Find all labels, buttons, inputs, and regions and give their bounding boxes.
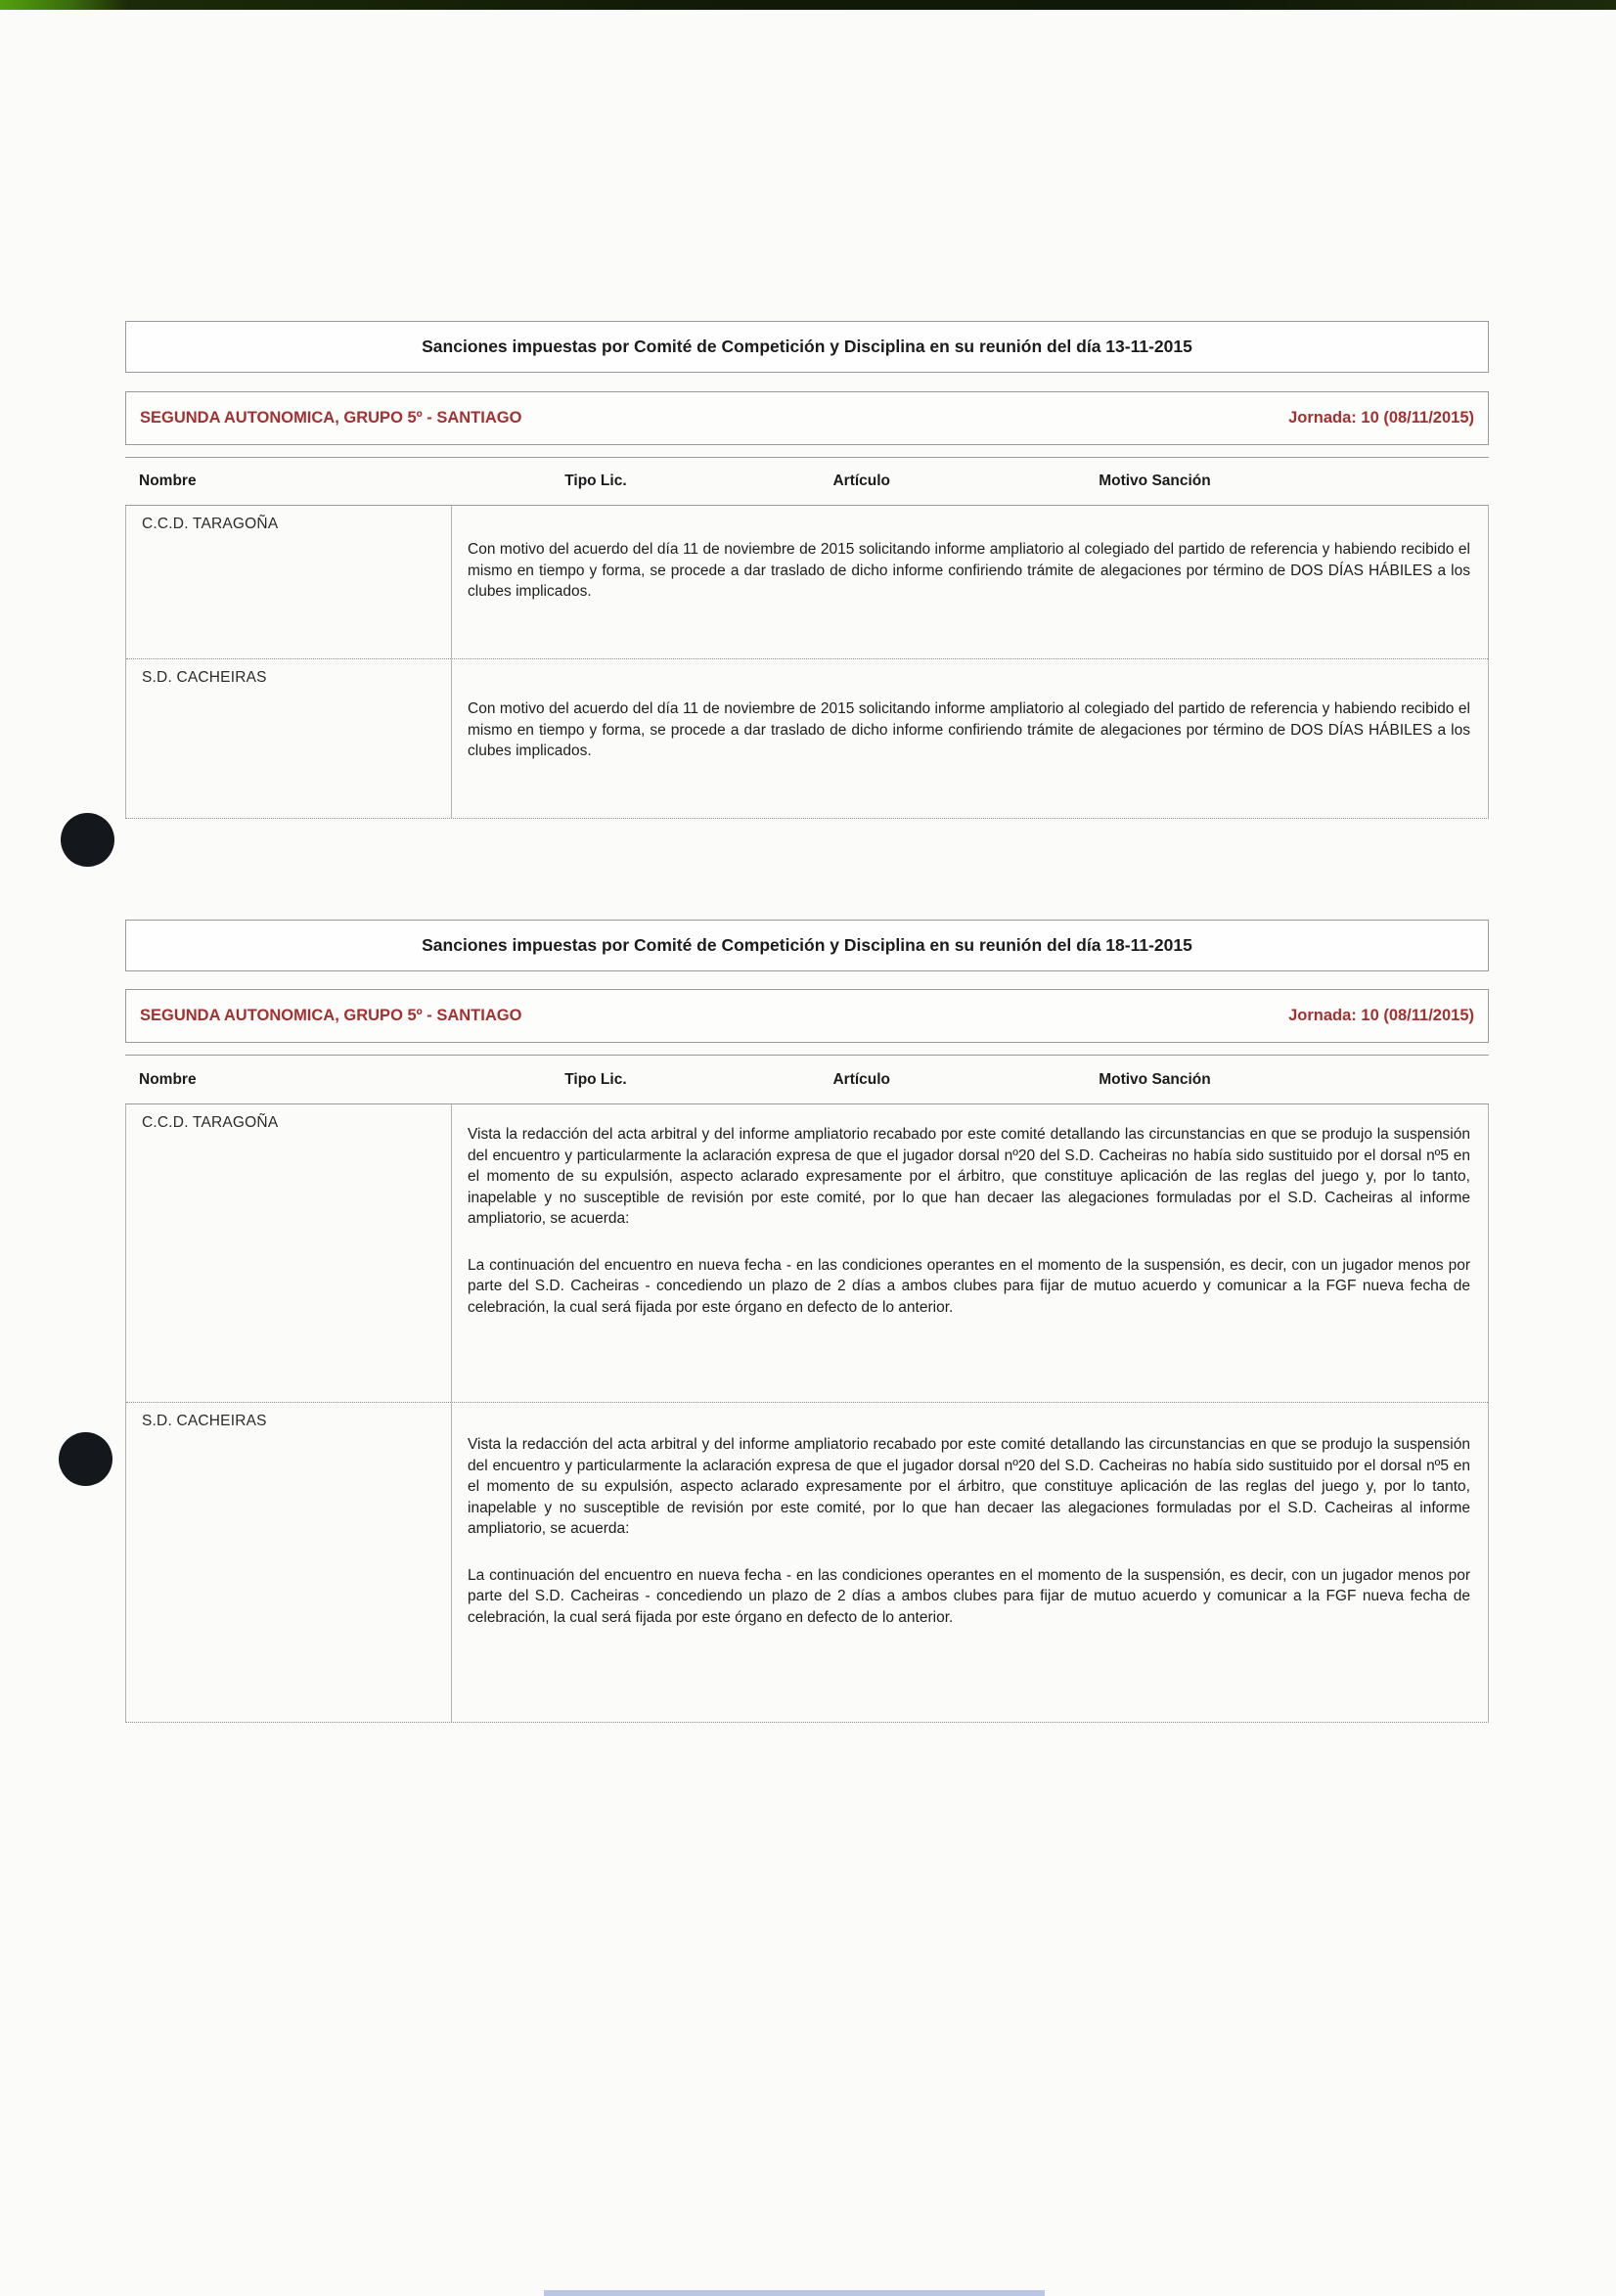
sanction-text-cell	[452, 506, 1488, 658]
table-body	[125, 506, 1489, 819]
table-body	[125, 1104, 1489, 1723]
sanction-paragraph: Vista la redacción del acta arbitral y del informe ampliatorio recabado por este comité detallando las circunstancias en que se produjo la suspensión del encuentro y particularmente la aclaración expresa de que el jugador dorsal nº20 del S.D. Cacheiras no había sido sustituido por el dorsal nº5 en el momento de su expulsión, aspecto aclarado expresamente por el árbitro, que constituye aplicación de las reglas del juego y, por lo tanto, inapelable y no susceptible de revisión por este comité, por lo que han decaer las alegaciones formuladas por el S.D. Cacheiras al informe ampliatorio, se acuerda:	[468, 1436, 1470, 1537]
table-header-row	[125, 1055, 1489, 1104]
hole-punch-dot	[59, 1432, 112, 1486]
column-header-tipo-lic: Tipo Lic.	[564, 1070, 627, 1088]
column-header-nombre: Nombre	[139, 473, 197, 489]
league-header	[125, 989, 1489, 1043]
sanction-text-cell	[452, 1104, 1488, 1402]
sanctions-section-18-11-2015	[125, 920, 1489, 1723]
column-header-articulo: Artículo	[832, 473, 891, 489]
club-name-cell: C.C.D. TARAGOÑA	[126, 506, 452, 658]
competition-label: SEGUNDA AUTONOMICA, GRUPO 5º - SANTIAGO	[140, 1007, 522, 1024]
sanction-text-cell	[452, 659, 1488, 818]
club-name-cell: C.C.D. TARAGOÑA	[126, 1104, 452, 1402]
sanctions-table	[125, 457, 1489, 819]
section-title-text: Sanciones impuestas por Comité de Competición y Disciplina en su reunión del día 13-11-2015	[422, 337, 1192, 356]
sanction-paragraph: La continuación del encuentro en nueva fecha - en las condiciones operantes en el momento de la suspensión, es decir, con un jugador menos por parte del S.D. Cacheiras - concediendo un plazo de 2 días a ambos clubes para fijar de mutuo acuerdo y comunicar a la FGF nueva fecha de celebración, la cual será fijada por este órgano en defecto de lo anterior.	[468, 1566, 1470, 1626]
table-header-row	[125, 457, 1489, 506]
scanner-bottom-strip	[544, 2290, 1045, 2296]
club-name-cell: S.D. CACHEIRAS	[126, 659, 452, 818]
table-row	[126, 1104, 1488, 1403]
section-title-text: Sanciones impuestas por Comité de Competición y Disciplina en su reunión del día 18-11-2015	[422, 935, 1192, 955]
column-header-motivo-sancion: Motivo Sanción	[1099, 1070, 1211, 1088]
column-header-articulo: Artículo	[832, 1070, 891, 1088]
table-row	[126, 659, 1488, 818]
club-name-cell: S.D. CACHEIRAS	[126, 1403, 452, 1722]
sanction-paragraph: Vista la redacción del acta arbitral y del informe ampliatorio recabado por este comité detallando las circunstancias en que se produjo la suspensión del encuentro y particularmente la aclaración expresa de que el jugador dorsal nº20 del S.D. Cacheiras no había sido sustituido por el dorsal nº5 en el momento de su expulsión, aspecto aclarado expresamente por el árbitro, que constituye aplicación de las reglas del juego y, por lo tanto, inapelable y no susceptible de revisión por este comité, por lo que han decaer las alegaciones formuladas por el S.D. Cacheiras al informe ampliatorio, se acuerda:	[468, 1126, 1470, 1227]
hole-punch-dot	[61, 813, 114, 867]
league-header	[125, 391, 1489, 445]
sanction-paragraph: Con motivo del acuerdo del día 11 de noviembre de 2015 solicitando informe ampliatorio al colegiado del partido de referencia y habiendo recibido el mismo en tiempo y forma, se procede a dar traslado de dicho informe confiriendo trámite de alegaciones por término de DOS DÍAS HÁBILES a los clubes implicados.	[468, 541, 1470, 600]
section-title	[125, 920, 1489, 971]
jornada-label: Jornada: 10 (08/11/2015)	[1288, 1007, 1474, 1024]
column-header-tipo-lic: Tipo Lic.	[564, 473, 627, 489]
sanction-text-cell	[452, 1403, 1488, 1722]
sanction-paragraph: Con motivo del acuerdo del día 11 de noviembre de 2015 solicitando informe ampliatorio al colegiado del partido de referencia y habiendo recibido el mismo en tiempo y forma, se procede a dar traslado de dicho informe confiriendo trámite de alegaciones por término de DOS DÍAS HÁBILES a los clubes implicados.	[468, 700, 1470, 759]
sanctions-section-13-11-2015	[125, 321, 1489, 819]
column-header-motivo-sancion: Motivo Sanción	[1099, 473, 1211, 489]
jornada-label: Jornada: 10 (08/11/2015)	[1288, 409, 1474, 427]
section-title	[125, 321, 1489, 373]
scanner-top-strip	[0, 0, 1616, 10]
competition-label: SEGUNDA AUTONOMICA, GRUPO 5º - SANTIAGO	[140, 409, 522, 427]
sanction-paragraph: La continuación del encuentro en nueva fecha - en las condiciones operantes en el momento de la suspensión, es decir, con un jugador menos por parte del S.D. Cacheiras - concediendo un plazo de 2 días a ambos clubes para fijar de mutuo acuerdo y comunicar a la FGF nueva fecha de celebración, la cual será fijada por este órgano en defecto de lo anterior.	[468, 1256, 1470, 1316]
sanctions-table	[125, 1055, 1489, 1723]
table-row	[126, 506, 1488, 659]
table-row	[126, 1403, 1488, 1722]
column-header-nombre: Nombre	[139, 1070, 197, 1088]
